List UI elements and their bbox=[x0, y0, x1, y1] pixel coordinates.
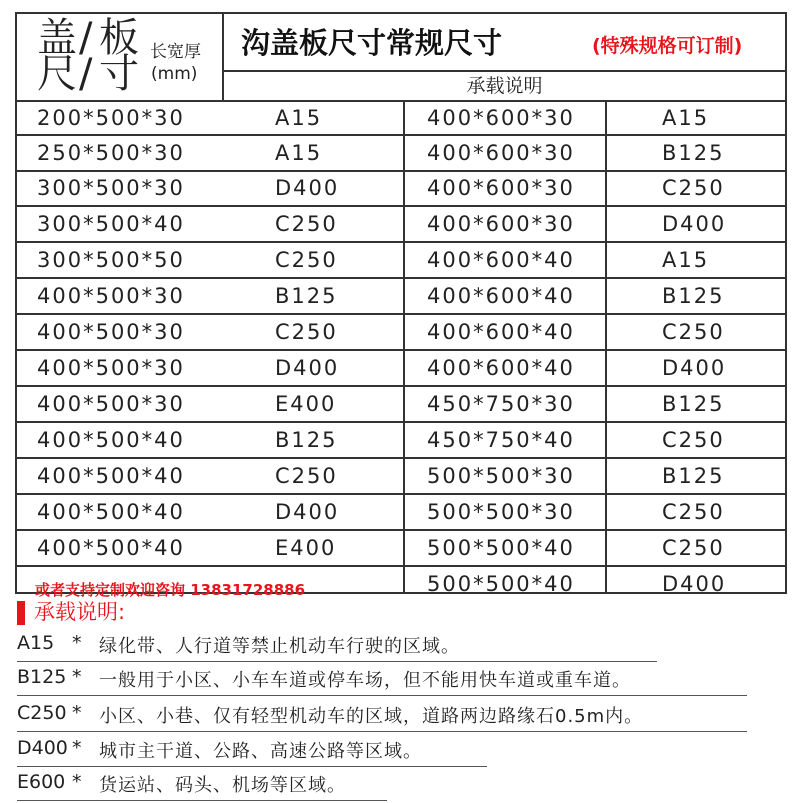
table-title: 沟盖板尺寸常规尺寸 bbox=[241, 26, 503, 60]
load-cell-left: B125 bbox=[275, 284, 338, 308]
grid-row-line bbox=[17, 493, 787, 495]
table-subheader: 承载说明 bbox=[466, 75, 543, 97]
load-cell-left: D400 bbox=[275, 500, 340, 524]
contact-note: 或者支持定制欢迎咨询 13831728886 bbox=[35, 581, 306, 599]
legend-item bbox=[17, 662, 787, 698]
legend-item bbox=[17, 767, 787, 803]
size-cell-right: 450*750*30 bbox=[427, 392, 575, 416]
grid-row-line bbox=[17, 134, 787, 136]
size-cell-right: 500*500*30 bbox=[427, 464, 575, 488]
legend-code: C250 bbox=[17, 702, 67, 724]
load-cell-right: C250 bbox=[662, 428, 725, 452]
legend-star: * bbox=[72, 737, 82, 759]
header-cover-char-1: 盖 bbox=[37, 15, 78, 61]
header-slash-1: / bbox=[79, 15, 94, 61]
grid-row-line bbox=[17, 313, 787, 315]
grid-row-line bbox=[17, 241, 787, 243]
grid-row-line bbox=[17, 421, 787, 423]
size-cell-right: 400*600*40 bbox=[427, 320, 575, 344]
load-cell-right: A15 bbox=[662, 248, 710, 272]
legend-desc: 货运站、码头、机场等区域。 bbox=[99, 775, 346, 796]
legend-bar-icon bbox=[17, 601, 25, 625]
legend-code: A15 bbox=[17, 632, 55, 654]
size-cell-left: 300*500*30 bbox=[37, 176, 185, 200]
load-cell-left: C250 bbox=[275, 464, 338, 488]
header-cover-size bbox=[17, 14, 222, 100]
size-cell-left: 400*500*30 bbox=[37, 356, 185, 380]
header-cover-char-2: 板 bbox=[99, 15, 140, 61]
load-cell-left: C250 bbox=[275, 320, 338, 344]
size-cell-right: 400*600*40 bbox=[427, 356, 575, 380]
legend-title: 承载说明: bbox=[34, 600, 126, 624]
load-cell-left: B125 bbox=[275, 428, 338, 452]
size-cell-right: 500*500*40 bbox=[427, 572, 575, 596]
grid-hline-top bbox=[17, 100, 787, 102]
size-cell-right: 400*600*30 bbox=[427, 141, 575, 165]
size-cell-left: 250*500*30 bbox=[37, 141, 185, 165]
load-cell-right: D400 bbox=[662, 356, 727, 380]
load-cell-right: C250 bbox=[662, 536, 725, 560]
grid-hline-header bbox=[222, 70, 787, 72]
size-cell-left: 200*500*30 bbox=[37, 106, 185, 130]
load-cell-right: A15 bbox=[662, 106, 710, 130]
legend-item bbox=[17, 733, 787, 769]
load-cell-left: E400 bbox=[275, 392, 337, 416]
size-cell-left: 400*500*30 bbox=[37, 284, 185, 308]
legend-code: D400 bbox=[17, 737, 68, 759]
legend-code: E600 bbox=[17, 771, 66, 793]
size-cell-right: 500*500*40 bbox=[427, 536, 575, 560]
grid-row-line bbox=[17, 277, 787, 279]
table-title-note: (特殊规格可订制) bbox=[592, 35, 743, 57]
grid-row-line bbox=[17, 205, 787, 207]
load-cell-right: B125 bbox=[662, 284, 725, 308]
load-cell-right: D400 bbox=[662, 212, 727, 236]
load-cell-left: C250 bbox=[275, 248, 338, 272]
grid-row-line bbox=[17, 385, 787, 387]
size-cell-right: 400*600*30 bbox=[427, 176, 575, 200]
load-cell-right: D400 bbox=[662, 572, 727, 596]
load-cell-left: D400 bbox=[275, 176, 340, 200]
size-cell-right: 450*750*40 bbox=[427, 428, 575, 452]
size-cell-left: 400*500*40 bbox=[37, 428, 185, 452]
grid-vline-header bbox=[222, 14, 224, 100]
size-cell-right: 500*500*30 bbox=[427, 500, 575, 524]
load-cell-left: A15 bbox=[275, 106, 323, 130]
legend-item bbox=[17, 698, 787, 734]
legend-item bbox=[17, 628, 787, 664]
header-dims-label: 长宽厚 bbox=[150, 42, 201, 62]
header-unit-label: (mm) bbox=[151, 64, 198, 84]
size-cell-right: 400*600*40 bbox=[427, 284, 575, 308]
size-cell-left: 400*500*40 bbox=[37, 464, 185, 488]
size-cell-right: 400*600*30 bbox=[427, 106, 575, 130]
legend-divider bbox=[17, 731, 747, 732]
header-size-char-2: 寸 bbox=[99, 51, 140, 97]
load-cell-left: C250 bbox=[275, 212, 338, 236]
load-cell-left: E400 bbox=[275, 536, 337, 560]
legend-desc: 小区、小巷、仅有轻型机动车的区域，道路两边路缘石0.5m内。 bbox=[99, 706, 644, 727]
grid-row-line bbox=[17, 457, 787, 459]
grid-row-line bbox=[17, 170, 787, 172]
legend-desc: 一般用于小区、小车车道或停车场，但不能用快车道或重车道。 bbox=[99, 670, 631, 691]
size-table bbox=[15, 12, 787, 599]
grid-vline-middle bbox=[403, 100, 405, 594]
header-size-char-1: 尺 bbox=[37, 51, 78, 97]
size-cell-right: 400*600*40 bbox=[427, 248, 575, 272]
size-cell-left: 400*500*30 bbox=[37, 320, 185, 344]
size-cell-right: 400*600*30 bbox=[427, 212, 575, 236]
load-cell-right: C250 bbox=[662, 320, 725, 344]
legend-desc: 城市主干道、公路、高速公路等区域。 bbox=[99, 741, 422, 762]
load-cell-right: C250 bbox=[662, 176, 725, 200]
load-cell-left: A15 bbox=[275, 141, 323, 165]
header-slash-2: / bbox=[79, 51, 94, 97]
load-cell-right: B125 bbox=[662, 392, 725, 416]
grid-row-line bbox=[17, 529, 787, 531]
load-cell-right: B125 bbox=[662, 141, 725, 165]
legend-star: * bbox=[72, 666, 82, 688]
legend-desc: 绿化带、人行道等禁止机动车行驶的区域。 bbox=[99, 636, 460, 657]
size-cell-left: 300*500*40 bbox=[37, 212, 185, 236]
legend-divider bbox=[17, 695, 747, 696]
legend-star: * bbox=[72, 632, 82, 654]
legend-star: * bbox=[72, 702, 82, 724]
grid-row-line bbox=[17, 565, 787, 567]
legend-star: * bbox=[72, 771, 82, 793]
size-cell-left: 400*500*30 bbox=[37, 392, 185, 416]
size-cell-left: 400*500*40 bbox=[37, 536, 185, 560]
grid-row-line bbox=[17, 349, 787, 351]
size-cell-left: 300*500*50 bbox=[37, 248, 185, 272]
load-cell-left: D400 bbox=[275, 356, 340, 380]
size-cell-left: 400*500*40 bbox=[37, 500, 185, 524]
load-cell-right: B125 bbox=[662, 464, 725, 488]
grid-vline-right bbox=[605, 100, 607, 594]
load-cell-right: C250 bbox=[662, 500, 725, 524]
legend-code: B125 bbox=[17, 666, 67, 688]
legend-divider bbox=[17, 800, 387, 801]
